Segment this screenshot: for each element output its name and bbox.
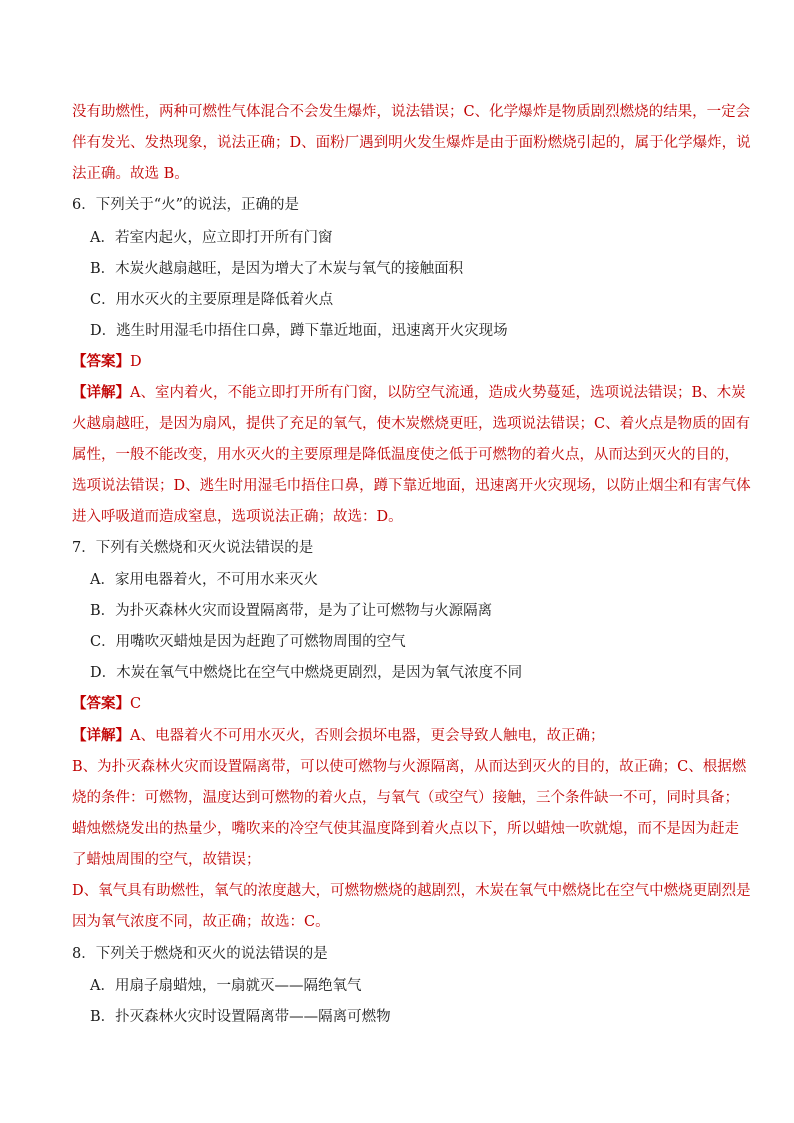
detail-line: D、氧气具有助燃性，氧气的浓度越大，可燃物燃烧的越剧烈，木炭在氧气中燃烧比在空气中燃烧更剧烈是 xyxy=(72,883,751,899)
question-option: C．用水灭火的主要原理是降低着火点 xyxy=(90,292,334,308)
question-option: B．为扑灭森林火灾而设置隔离带，是为了让可燃物与火源隔离 xyxy=(90,603,493,619)
question-option: B．木炭火越扇越旺，是因为增大了木炭与氧气的接触面积 xyxy=(90,261,464,277)
detail-text: A、电器着火不可用水灭火，否则会损坏电器，更会导致人触电，故正确； xyxy=(130,728,605,744)
question-option: D．木炭在氧气中燃烧比在空气中燃烧更剧烈，是因为氧气浓度不同 xyxy=(90,665,523,681)
detail-tag: 【详解】 xyxy=(72,384,130,401)
detail-tag: 【详解】 xyxy=(72,727,130,744)
question-option: C．用嘴吹灭蜡烛是因为赶跑了可燃物周围的空气 xyxy=(90,634,406,650)
answer-line xyxy=(72,352,142,372)
answer-tag: 【答案】 xyxy=(72,695,130,712)
question-stem: 6．下列关于“火”的说法，正确的是 xyxy=(72,197,300,213)
answer-line xyxy=(72,694,141,714)
explanation-line: 伴有发光、发热现象，说法正确；D、面粉厂遇到明火发生爆炸是由于面粉燃烧引起的，属于化学爆炸，说 xyxy=(72,135,751,151)
answer-tag: 【答案】 xyxy=(72,353,130,370)
detail-line: 因为氧气浓度不同，故正确；故选：C。 xyxy=(72,914,330,930)
question-stem: 8．下列关于燃烧和灭火的说法错误的是 xyxy=(72,946,328,962)
explanation-line: 法正确。故选 B。 xyxy=(72,166,189,182)
detail-line: B、为扑灭森林火灾而设置隔离带，可以使可燃物与火源隔离，从而达到灭火的目的，故正确；C、根据燃 xyxy=(72,759,747,775)
answer-value: C xyxy=(130,696,142,712)
detail-line: 烧的条件：可燃物，温度达到可燃物的着火点，与氧气（或空气）接触，三个条件缺一不可，同时具备； xyxy=(72,790,739,806)
detail-line xyxy=(72,726,604,746)
detail-line: 火越扇越旺，是因为扇风，提供了充足的氧气，使木炭燃烧更旺，选项说法错误；C、着火点是物质的固有 xyxy=(72,416,751,432)
question-option: A．若室内起火，应立即打开所有门窗 xyxy=(90,230,333,246)
detail-line: 进入呼吸道而造成窒息，选项说法正确；故选：D。 xyxy=(72,509,403,525)
question-stem: 7．下列有关燃烧和灭火说法错误的是 xyxy=(72,540,314,556)
detail-line: 属性，一般不能改变，用水灭火的主要原理是降低温度使之低于可燃物的着火点，从而达到灭火的目的， xyxy=(72,447,739,463)
detail-line xyxy=(72,383,746,403)
detail-text: A、室内着火，不能立即打开所有门窗，以防空气流通，造成火势蔓延，选项说法错误；B、木炭 xyxy=(130,385,746,401)
question-option: D．逃生时用湿毛巾捂住口鼻，蹲下靠近地面，迅速离开火灾现场 xyxy=(90,323,508,339)
detail-line: 蜡烛燃烧发出的热量少，嘴吹来的冷空气使其温度降到着火点以下，所以蜡烛一吹就熄，而不是因为赶走 xyxy=(72,821,739,837)
detail-line: 选项说法错误；D、逃生时用湿毛巾捂住口鼻，蹲下靠近地面，迅速离开火灾现场，以防止烟尘和有害气体 xyxy=(72,478,751,494)
question-option: A．家用电器着火，不可用水来灭火 xyxy=(90,572,318,588)
question-option: A．用扇子扇蜡烛，一扇就灭——隔绝氧气 xyxy=(90,978,362,994)
question-option: B．扑灭森林火灾时设置隔离带——隔离可燃物 xyxy=(90,1009,391,1025)
explanation-line: 没有助燃性，两种可燃性气体混合不会发生爆炸，说法错误；C、化学爆炸是物质剧烈燃烧的结果，一定会 xyxy=(72,104,751,120)
detail-line: 了蜡烛周围的空气，故错误； xyxy=(72,852,261,868)
answer-value: D xyxy=(130,354,142,370)
